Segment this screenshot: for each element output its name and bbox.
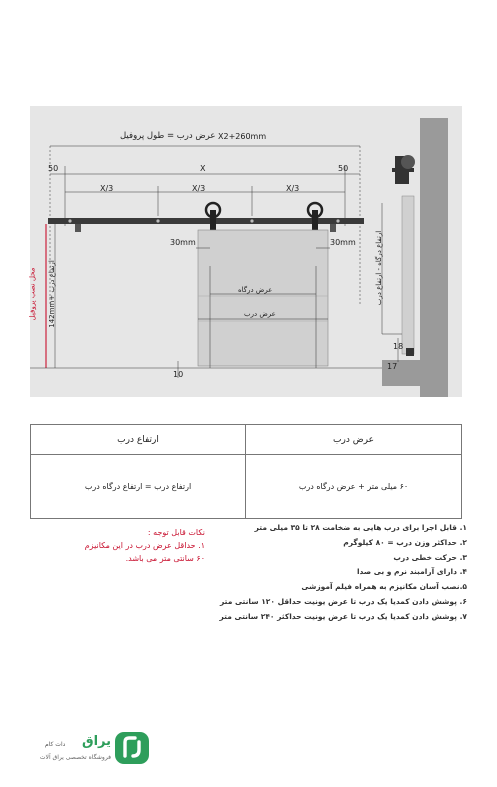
top-dimension: X2+260mm [218, 132, 267, 141]
logo-name: یراق [81, 734, 111, 749]
feature-item: ۳. حرکت خطی درب [393, 552, 467, 562]
side-door [402, 196, 414, 354]
logo-suffix: دات کام [45, 741, 66, 748]
technical-drawing [30, 106, 462, 397]
opening-width-label: عرض درگاه [238, 286, 273, 294]
dimension-table [30, 424, 462, 519]
x-label: X [200, 164, 206, 173]
x3-label-3: X/3 [286, 184, 300, 193]
side-17: 17 [387, 362, 398, 371]
important-notes [40, 526, 205, 565]
feature-item: ۵.نصب آسان مکانیزم به همراه فیلم آموزشی [301, 582, 467, 592]
yaragh-logo [39, 728, 155, 768]
logo-tagline: فروشگاه تخصصی یراق آلات [39, 754, 111, 761]
features-list [202, 521, 467, 625]
right-50: 50 [338, 164, 349, 173]
left-50: 50 [48, 164, 59, 173]
door-width-label: عرض درب [244, 310, 276, 318]
bottom-10: 10 [173, 370, 184, 379]
profile-install-label: محل نصب پروفیل [28, 267, 37, 321]
wall [420, 118, 448, 397]
important-notes-title: نکات قابل توجه : [147, 528, 205, 537]
feature-item: ۴. دارای آرامبند نرم و بی صدا [356, 567, 467, 577]
door-width-header: عرض درب [245, 425, 461, 455]
side-18: 18 [393, 342, 404, 351]
feature-item: ۶. پوشش دادن کمدیا یک درب تا عرض یونیت حداقل ۱۲۰ سانتی متر [219, 596, 467, 606]
x3-label-2: X/3 [192, 184, 206, 193]
door-height-header: ارتفاع درب [31, 425, 245, 455]
left-30mm: 30mm [170, 238, 196, 247]
feature-item: ۱. قابل اجرا برای درب هایی به ضخامت ۲۸ تا ۳۵ میلی متر [254, 523, 467, 532]
right-30mm: 30mm [330, 238, 356, 247]
door-height-value: ارتفاع درب = ارتفاع درگاه درب [84, 482, 192, 491]
door [198, 230, 328, 366]
logo-mark-icon [113, 728, 153, 768]
important-note-line-1: ۱. حداقل عرض درب در این مکانیزم [84, 541, 205, 550]
door-width-value: ۶۰ میلی متر + عرض درگاه درب [245, 455, 461, 518]
drawing-svg [30, 106, 462, 397]
side-height-label: ارتفاع درگاه - ارتفاع درب [375, 230, 384, 306]
feature-item: ۷. پوشش دادن کمدیا یک درب تا عرض یونیت حداکثر ۲۴۰ سانتی متر [219, 611, 467, 621]
top-dimension-label: عرض درب = طول پروفیل [120, 131, 216, 141]
important-note-line-2: ۶۰ سانتی متر می باشد. [125, 554, 205, 563]
door-height-plus-label: ارتفاع درب +142mm [47, 260, 56, 328]
feature-item: ۲. حداکثر وزن درب = ۸۰ کیلوگرم [343, 537, 467, 547]
x3-label-1: X/3 [100, 184, 114, 193]
